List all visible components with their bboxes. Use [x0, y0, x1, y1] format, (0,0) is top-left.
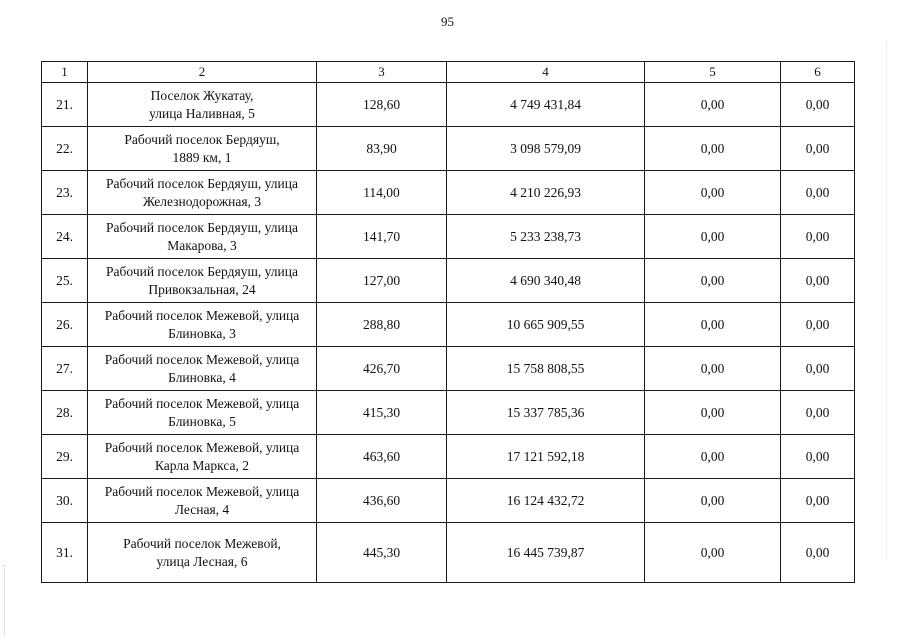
table-row: [42, 303, 855, 347]
row-number: 30.: [42, 479, 88, 523]
address-line-2: Привокзальная, 24: [148, 281, 256, 297]
address-line-1: Рабочий поселок Межевой, улица: [104, 483, 300, 499]
scan-artifact-left: [4, 565, 6, 635]
address-cell: [88, 259, 317, 303]
cost-cell: 16 124 432,72: [447, 479, 645, 523]
row-number: 26.: [42, 303, 88, 347]
table-row: [42, 171, 855, 215]
address-line-1: Рабочий поселок Бердяуш, улица: [106, 263, 298, 279]
address-cell: [88, 347, 317, 391]
col6-cell: 0,00: [781, 83, 855, 127]
col5-cell: 0,00: [645, 523, 781, 583]
address-line-1: Поселок Жукатау,: [150, 87, 254, 103]
row-number: 23.: [42, 171, 88, 215]
col6-cell: 0,00: [781, 303, 855, 347]
cost-cell: 10 665 909,55: [447, 303, 645, 347]
col6-cell: 0,00: [781, 391, 855, 435]
col5-cell: 0,00: [645, 435, 781, 479]
row-number: 22.: [42, 127, 88, 171]
area-cell: 463,60: [317, 435, 447, 479]
table-row: [42, 523, 855, 583]
address-line-2: улица Лесная, 6: [156, 553, 248, 569]
col5-cell: 0,00: [645, 83, 781, 127]
row-number: 27.: [42, 347, 88, 391]
col6-cell: 0,00: [781, 479, 855, 523]
page-number: 95: [441, 14, 454, 29]
address-cell: [88, 303, 317, 347]
cost-cell: 4 210 226,93: [447, 171, 645, 215]
address-cell: [88, 127, 317, 171]
col6-cell: 0,00: [781, 523, 855, 583]
col6-cell: 0,00: [781, 215, 855, 259]
address-line-1: Рабочий поселок Межевой,: [123, 535, 281, 551]
row-number: 25.: [42, 259, 88, 303]
area-cell: 128,60: [317, 83, 447, 127]
table-row: [42, 215, 855, 259]
area-cell: 426,70: [317, 347, 447, 391]
area-cell: 436,60: [317, 479, 447, 523]
table-row: [42, 83, 855, 127]
area-cell: 127,00: [317, 259, 447, 303]
col5-cell: 0,00: [645, 479, 781, 523]
area-cell: 114,00: [317, 171, 447, 215]
address-line-2: Карла Маркса, 2: [154, 457, 250, 473]
address-line-1: Рабочий поселок Межевой, улица: [104, 395, 300, 411]
table-row: [42, 391, 855, 435]
table-body: [42, 83, 855, 583]
address-cell: [88, 523, 317, 583]
row-number: 28.: [42, 391, 88, 435]
scan-artifact-right: [886, 40, 901, 560]
cost-cell: 3 098 579,09: [447, 127, 645, 171]
table-row: [42, 127, 855, 171]
address-line-2: 1889 км, 1: [172, 149, 232, 165]
header-col-6: 6: [781, 62, 855, 83]
cost-cell: 17 121 592,18: [447, 435, 645, 479]
row-number: 24.: [42, 215, 88, 259]
area-cell: 83,90: [317, 127, 447, 171]
cost-cell: 4 690 340,48: [447, 259, 645, 303]
address-line-1: Рабочий поселок Межевой, улица: [104, 439, 300, 455]
header-col-4: 4: [447, 62, 645, 83]
col5-cell: 0,00: [645, 215, 781, 259]
address-line-2: Лесная, 4: [174, 501, 230, 517]
col6-cell: 0,00: [781, 171, 855, 215]
header-col-3: 3: [317, 62, 447, 83]
col5-cell: 0,00: [645, 259, 781, 303]
col6-cell: 0,00: [781, 435, 855, 479]
col5-cell: 0,00: [645, 171, 781, 215]
row-number: 29.: [42, 435, 88, 479]
col5-cell: 0,00: [645, 391, 781, 435]
col6-cell: 0,00: [781, 259, 855, 303]
address-line-2: улица Наливная, 5: [149, 105, 255, 121]
table-row: [42, 435, 855, 479]
col5-cell: 0,00: [645, 127, 781, 171]
address-cell: [88, 479, 317, 523]
cost-cell: 5 233 238,73: [447, 215, 645, 259]
table-row: [42, 259, 855, 303]
table-row: [42, 347, 855, 391]
address-line-1: Рабочий поселок Бердяуш,: [124, 131, 280, 147]
row-number: 31.: [42, 523, 88, 583]
cost-cell: 16 445 739,87: [447, 523, 645, 583]
address-line-2: Блиновка, 5: [168, 413, 236, 429]
address-cell: [88, 215, 317, 259]
col5-cell: 0,00: [645, 303, 781, 347]
area-cell: 415,30: [317, 391, 447, 435]
property-table: [41, 61, 855, 583]
header-col-5: 5: [645, 62, 781, 83]
address-line-1: Рабочий поселок Бердяуш, улица: [106, 219, 298, 235]
address-cell: [88, 391, 317, 435]
address-line-2: Макарова, 3: [167, 237, 237, 253]
area-cell: 288,80: [317, 303, 447, 347]
address-cell: [88, 83, 317, 127]
col6-cell: 0,00: [781, 127, 855, 171]
address-line-2: Блиновка, 3: [168, 325, 236, 341]
address-line-1: Рабочий поселок Межевой, улица: [104, 307, 300, 323]
cost-cell: 15 337 785,36: [447, 391, 645, 435]
address-line-1: Рабочий поселок Межевой, улица: [104, 351, 300, 367]
area-cell: 141,70: [317, 215, 447, 259]
area-cell: 445,30: [317, 523, 447, 583]
address-cell: [88, 171, 317, 215]
cost-cell: 4 749 431,84: [447, 83, 645, 127]
col6-cell: 0,00: [781, 347, 855, 391]
row-number: 21.: [42, 83, 88, 127]
address-line-1: Рабочий поселок Бердяуш, улица: [106, 175, 298, 191]
table-row: [42, 479, 855, 523]
address-line-2: Блиновка, 4: [168, 369, 236, 385]
address-cell: [88, 435, 317, 479]
col5-cell: 0,00: [645, 347, 781, 391]
header-col-2: 2: [88, 62, 317, 83]
address-line-2: Железнодорожная, 3: [142, 193, 262, 209]
cost-cell: 15 758 808,55: [447, 347, 645, 391]
header-col-1: 1: [42, 62, 88, 83]
table-header-row: [42, 62, 855, 83]
